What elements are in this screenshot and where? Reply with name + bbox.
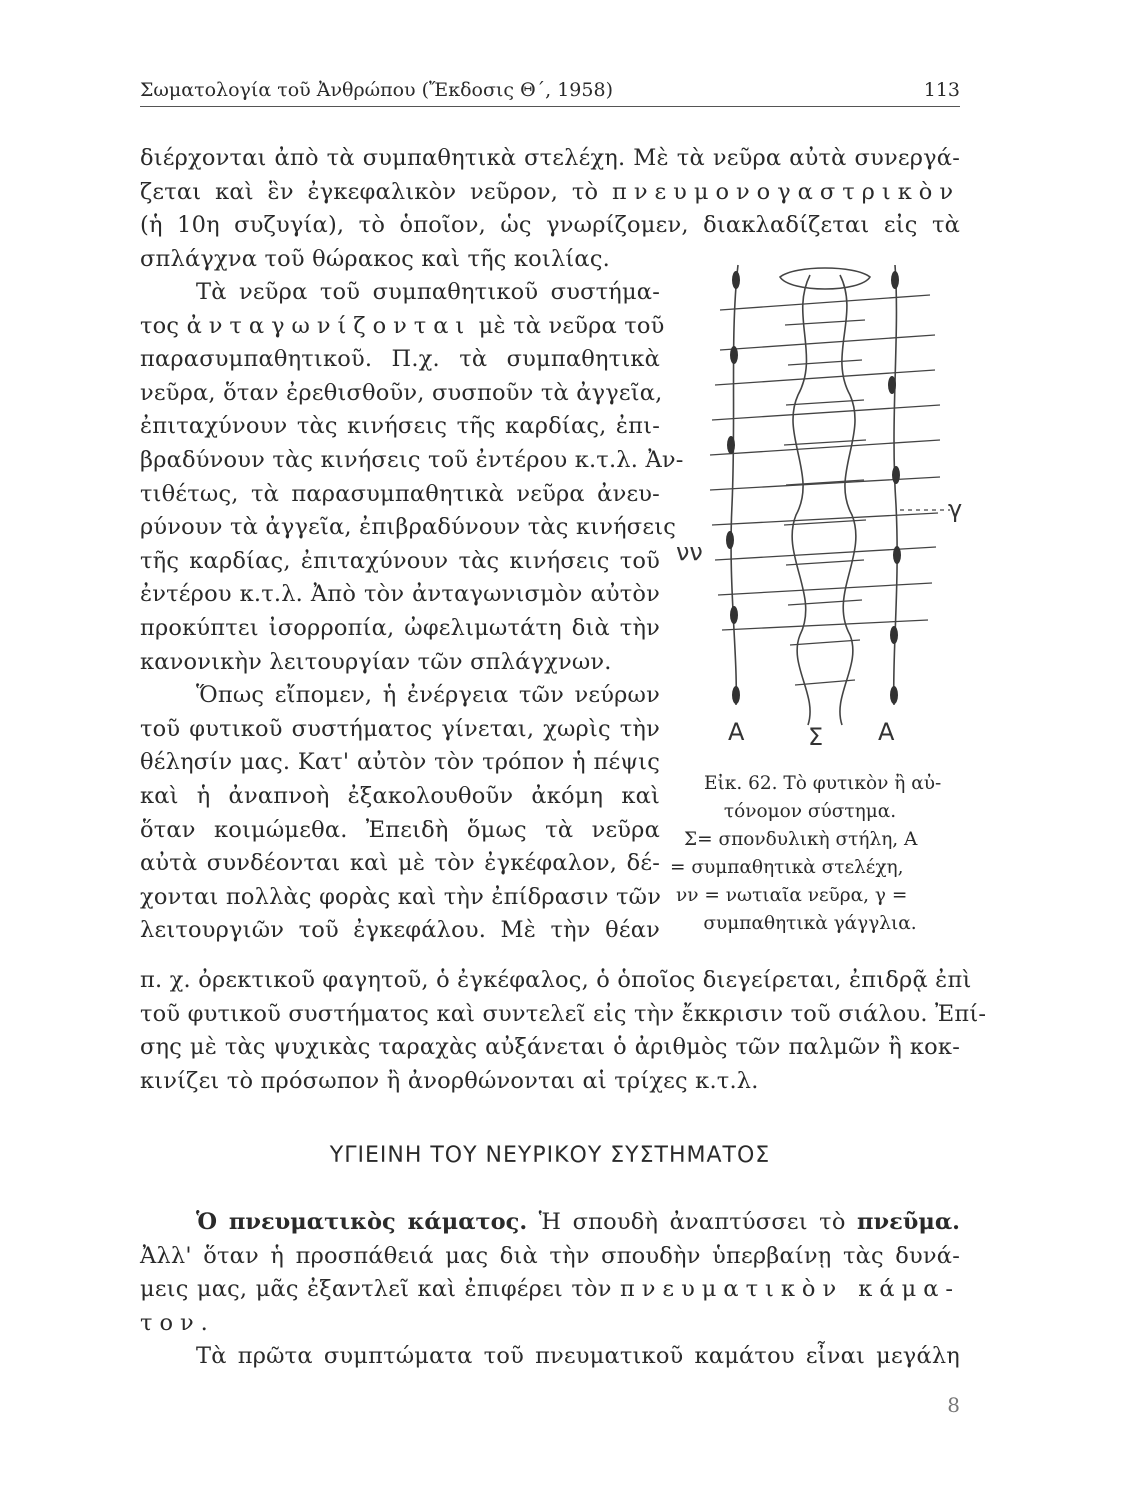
running-header xyxy=(140,78,960,107)
printer-signature-mark: 8 xyxy=(947,1393,960,1417)
text-line: π. χ. ὀρεκτικοῦ φαγητοῦ, ὁ ἐγκέφαλος, ὁ ὁποῖος διεγείρεται, ἐπιδρᾷ ἐπὶ xyxy=(140,967,972,993)
figure-caption xyxy=(660,770,960,938)
text-line: ἐπιταχύνουν τὰς κινήσεις τῆς καρδίας, ἐπι- xyxy=(140,413,660,440)
caption-line: συμπαθητικὰ γάγγλια. xyxy=(703,913,917,934)
label-trunk-left: Α xyxy=(728,718,745,746)
paragraph-mental-fatigue xyxy=(140,1206,960,1374)
text-line: Τὰ πρῶτα συμπτώματα τοῦ πνευματικοῦ καμάτου εἶναι μεγάλη xyxy=(196,1343,960,1370)
section-heading: ΥΓΙΕΙΝΗ ΤΟΥ ΝΕΥΡΙΚΟΥ ΣΥΣΤΗΜΑΤΟΣ xyxy=(329,1143,771,1168)
text-line: ὅταν κοιμώμεθα. Ἐπειδὴ ὅμως τὰ νεῦρα xyxy=(140,816,660,843)
text-line: τος ἀνταγωνίζονται μὲ τὰ νεῦρα τοῦ xyxy=(140,312,665,339)
caption-line: Σ= σπονδυλικὴ στήλη, Α xyxy=(684,829,918,850)
text-line: διέρχονται ἀπὸ τὰ συμπαθητικὰ στελέχη. Μὲ τὰ νεῦρα αὐτὰ συνεργά- xyxy=(140,145,960,171)
text-line: τον. xyxy=(140,1309,215,1336)
page-number: 113 xyxy=(923,79,960,101)
text-line: κανονικὴν λειτουργίαν τῶν σπλάγχνων. xyxy=(140,648,612,675)
text-line: αὐτὰ συνδέονται καὶ μὲ τὸν ἐγκέφαλον, δέ- xyxy=(140,850,660,877)
text-line: Ὅπως εἴπομεν, ἡ ἐνέργεια τῶν νεύρων xyxy=(196,682,660,709)
text-line: ἐντέρου κ.τ.λ. Ἀπὸ τὸν ἀνταγωνισμὸν αὐτὸν xyxy=(140,581,660,608)
text-line: βραδύνουν τὰς κινήσεις τοῦ ἐντέρου κ.τ.λ. Ἀν- xyxy=(140,446,684,473)
text-line: τιθέτως, τὰ παρασυμπαθητικὰ νεῦρα ἀνευ- xyxy=(140,480,660,507)
text-line: θέλησίν μας. Κατ' αὐτὸν τὸν τρόπον ἡ πέψις xyxy=(140,749,660,776)
label-spine: Σ xyxy=(808,723,824,751)
text-line: σπλάγχνα τοῦ θώρακος καὶ τῆς κοιλίας. xyxy=(140,245,610,272)
paragraph-continuation xyxy=(140,964,987,1098)
caption-line: νν = νωτιαῖα νεῦρα, γ = xyxy=(676,885,908,906)
autonomic-system-figure xyxy=(676,255,963,755)
caption-line: = συμπαθητικὰ στελέχη, xyxy=(670,857,904,878)
text-line: σης μὲ τὰς ψυχικὰς ταραχὰς αὐξάνεται ὁ ἀριθμὸς τῶν παλμῶν ἢ κοκ- xyxy=(140,1034,960,1061)
text-line: χονται πολλὰς φορὰς καὶ τὴν ἐπίδρασιν τῶν xyxy=(140,883,662,910)
text-line: καὶ ἡ ἀναπνοὴ ἐξακολουθοῦν ἀκόμη καὶ xyxy=(140,782,660,809)
text-line: νεῦρα, ὅταν ἐρεθισθοῦν, συσποῦν τὰ ἀγγεῖα, xyxy=(140,379,663,406)
header-title: Σωματολογία τοῦ Ἀνθρώπου (Ἔκδοσις Θ΄, 1958) xyxy=(140,79,613,101)
label-spinal-nerves: νν xyxy=(676,538,703,566)
text-line: προκύπτει ἰσορροπία, ὠφελιμωτάτη διὰ τὴν xyxy=(140,614,660,641)
text-line: μεις μας, μᾶς ἐξαντλεῖ καὶ ἐπιφέρει τὸν πνευματικὸν κάμα- xyxy=(140,1276,960,1303)
text-line: (ἡ 10η συζυγία), τὸ ὁποῖον, ὡς γνωρίζομεν, διακλαδίζεται εἰς τὰ xyxy=(140,212,960,239)
paragraph-antagonism xyxy=(140,276,684,948)
text-line: κινίζει τὸ πρόσωπον ἢ ἀνορθώνονται αἱ τρίχες κ.τ.λ. xyxy=(140,1067,759,1094)
text-line: ρύνουν τὰ ἀγγεῖα, ἐπιβραδύνουν τὰς κινήσεις xyxy=(140,514,677,541)
label-trunk-right: Α xyxy=(878,718,895,746)
text-line: παρασυμπαθητικοῦ. Π.χ. τὰ συμπαθητικὰ xyxy=(140,346,660,373)
text-line: Ὁ πνευματικὸς κάματος. Ἡ σπουδὴ ἀναπτύσσει τὸ πνεῦμα. xyxy=(196,1209,960,1235)
caption-line: τόνομον σύστημα. xyxy=(723,801,897,822)
text-line: τῆς καρδίας, ἐπιταχύνουν τὰς κινήσεις τοῦ xyxy=(140,547,660,574)
caption-line: Εἰκ. 62. Τὸ φυτικὸν ἢ αὐ- xyxy=(704,773,942,794)
text-line: ζεται καὶ ἓν ἐγκεφαλικὸν νεῦρον, τὸ πνευμονογαστρικὸν xyxy=(140,178,961,205)
label-ganglia: γ xyxy=(948,495,963,523)
text-line: τοῦ φυτικοῦ συστήματος γίνεται, χωρὶς τὴν xyxy=(140,715,660,742)
text-line: Τὰ νεῦρα τοῦ συμπαθητικοῦ συστήμα- xyxy=(196,279,660,305)
text-line: τοῦ φυτικοῦ συστήματος καὶ συντελεῖ εἰς τὴν ἔκκρισιν τοῦ σιάλου. Ἐπί- xyxy=(140,1000,987,1027)
text-line: Ἀλλ' ὅταν ἡ προσπάθειά μας διὰ τὴν σπουδὴν ὑπερβαίνῃ τὰς δυνά- xyxy=(140,1242,960,1269)
text-line: λειτουργιῶν τοῦ ἐγκεφάλου. Μὲ τὴν θέαν xyxy=(140,917,660,944)
